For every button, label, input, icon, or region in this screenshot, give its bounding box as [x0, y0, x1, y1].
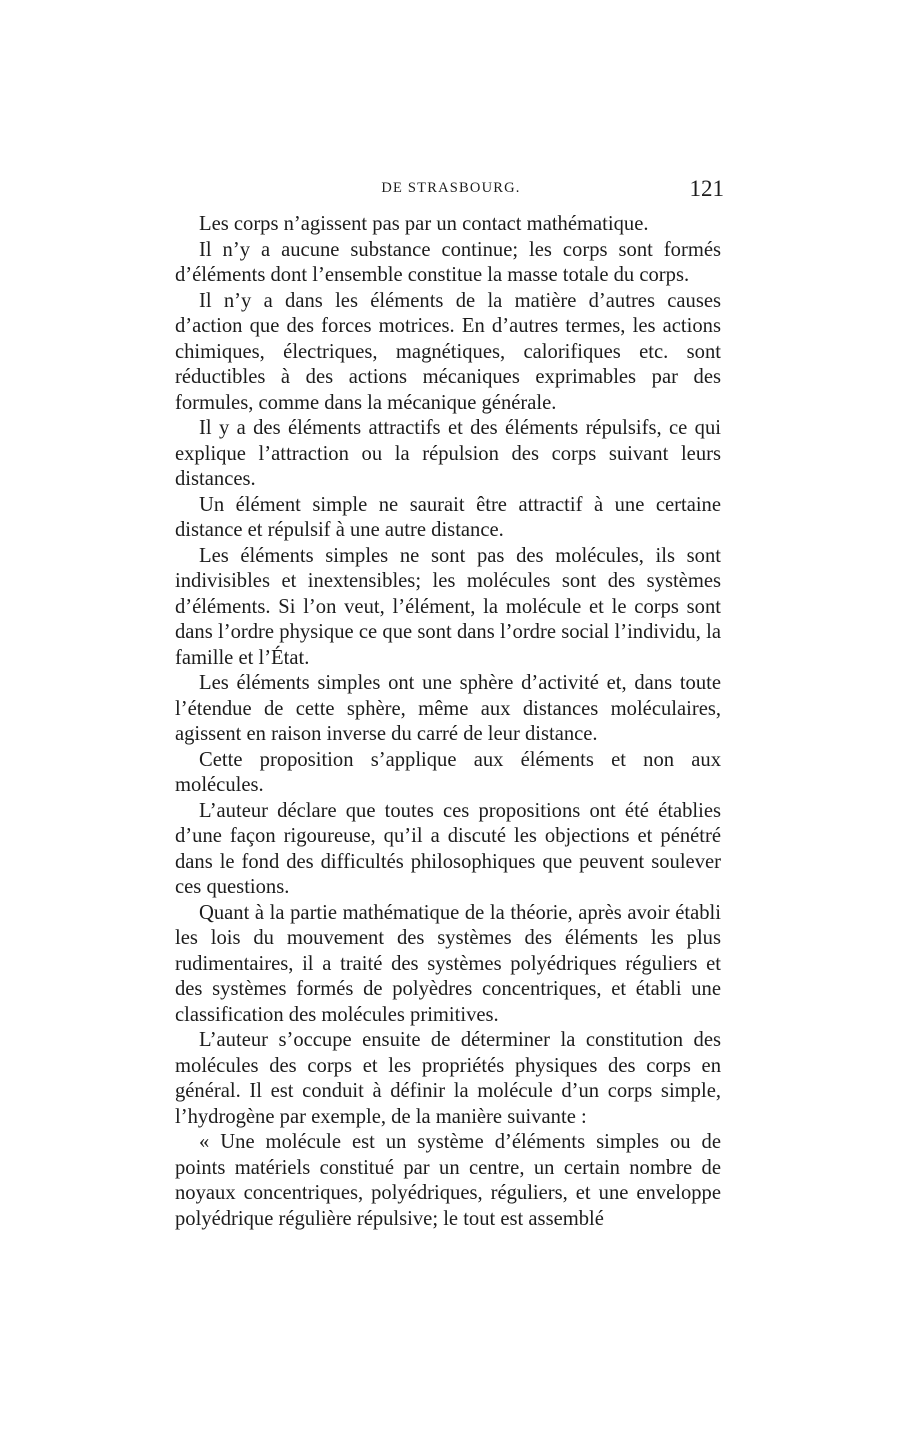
paragraph: « Une molécule est un système d’éléments simples ou de points matériels constitué par un centre, un certain nombre de noyaux concentriques, polyédriques, réguliers, et une enveloppe polyédrique régulière répulsive; le tout est assemblé	[175, 1131, 721, 1230]
paragraph: Les éléments simples ne sont pas des molécules, ils sont indivisibles et inextensibles; les molécules sont des systèmes d’éléments. Si l’on veut, l’élément, la molécule et le corps sont dans l’ordre physique ce que sont dans l’ordre social l’individu, la famille et l’État.	[175, 544, 721, 669]
paragraph: Il n’y a aucune substance continue; les corps sont formés d’éléments dont l’ensemble constitue la masse totale du corps.	[175, 238, 721, 286]
paragraph: Un élément simple ne saurait être attractif à une certaine distance et répulsif à une autre distance.	[175, 493, 721, 541]
paragraph: Cette proposition s’applique aux éléments et non aux molécules.	[175, 748, 721, 796]
paragraph: L’auteur déclare que toutes ces propositions ont été établies d’une façon rigoureuse, qu’il a discuté les objections et pénétré dans le fond des difficultés philosophiques que peuvent soulever ces questions.	[175, 799, 721, 898]
running-title: DE STRASBOURG.	[381, 180, 521, 196]
page-number: 121	[689, 176, 724, 201]
body-text	[175, 212, 721, 1232]
running-head	[178, 176, 724, 204]
paragraph: Quant à la partie mathématique de la théorie, après avoir établi les lois du mouvement des systèmes des éléments les plus rudimentaires, il a traité des systèmes polyédriques réguliers et des systèmes formés de polyèdres concentriques, et établi une classification des molécules primitives.	[175, 901, 721, 1026]
paragraph: Les éléments simples ont une sphère d’activité et, dans toute l’étendue de cette sphère, même aux distances moléculaires, agissent en raison inverse du carré de leur distance.	[175, 672, 721, 745]
paragraph: L’auteur s’occupe ensuite de déterminer la constitution des molécules des corps et les propriétés physiques des corps en général. Il est conduit à définir la molécule d’un corps simple, l’hydrogène par exemple, de la manière suivante :	[175, 1029, 721, 1128]
paragraph: Les corps n’agissent pas par un contact mathématique.	[199, 213, 649, 235]
paragraph: Il y a des éléments attractifs et des éléments répulsifs, ce qui explique l’attraction ou la répulsion des corps suivant leurs distances.	[175, 417, 721, 490]
paragraph: Il n’y a dans les éléments de la matière d’autres causes d’action que des forces motrices. En d’autres termes, les actions chimiques, électriques, magnétiques, calorifiques etc. sont réductibles à des actions mécaniques exprimables par des formules, comme dans la mécanique générale.	[175, 289, 721, 414]
